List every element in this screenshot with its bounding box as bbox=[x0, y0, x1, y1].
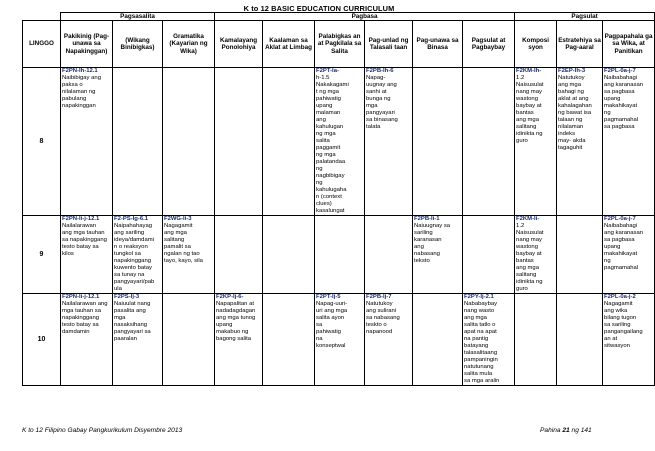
table-row bbox=[23, 294, 655, 386]
competency-text-line: ang mga bbox=[164, 230, 187, 236]
competency-text-line: Natutukoy bbox=[366, 301, 393, 307]
competency-text-line: upang bbox=[604, 96, 621, 102]
competency-text-line: sa bbox=[316, 322, 323, 328]
column-header-5: Kaalaman sa Aklat at Limbag bbox=[263, 21, 315, 68]
competency-text-line: bilang tugon bbox=[604, 315, 637, 321]
competency-text-line: wastong bbox=[516, 244, 538, 250]
competency-text-line: kasalungat bbox=[316, 208, 345, 214]
competency-text-line: bantas bbox=[516, 258, 534, 264]
competency-text-line: nang may bbox=[516, 89, 542, 95]
curriculum-table bbox=[22, 12, 655, 386]
column-header-11: Estratehiya sa Pag-aaral bbox=[557, 21, 603, 68]
competency-text-line: ng bbox=[604, 258, 611, 264]
competency-text-line: salitang bbox=[516, 272, 537, 278]
competency-cell bbox=[61, 216, 113, 294]
competency-text-line: na pantig bbox=[464, 336, 489, 342]
competency-code: F2PN-Ii-j-12.1 bbox=[62, 294, 100, 300]
competency-cell bbox=[263, 216, 315, 294]
competency-cell bbox=[557, 68, 603, 216]
competency-code: F2KM-Ii- bbox=[516, 216, 540, 222]
competency-cell bbox=[463, 294, 515, 386]
competency-code: F2KM-Ih- bbox=[516, 68, 542, 74]
competency-text-line: nang may bbox=[516, 237, 542, 243]
competency-code: F2EP-Ih-3 bbox=[558, 68, 586, 74]
competency-code: F2PL-0a-j-2 bbox=[604, 294, 636, 300]
competency-cell bbox=[515, 68, 557, 216]
competency-text-line: sanhi at bbox=[366, 89, 387, 95]
competency-code: F2PS-Ij-3 bbox=[114, 294, 140, 300]
competency-text-line: pahiwatig bbox=[316, 329, 341, 335]
competency-cell bbox=[215, 68, 263, 216]
competency-text-line: ang mga bbox=[516, 265, 539, 271]
competency-text-line: ang bbox=[316, 117, 326, 123]
competency-text-line: sa mga aralin bbox=[464, 378, 500, 384]
competency-cell bbox=[413, 216, 463, 294]
competency-cell bbox=[113, 68, 163, 216]
competency-text-line: Napapalitan at bbox=[216, 301, 255, 307]
competency-code: F2KP-Ij-6- bbox=[216, 294, 244, 300]
competency-cell bbox=[603, 294, 655, 386]
competency-text-line: ng bawat isa bbox=[558, 110, 592, 116]
competency-cell bbox=[263, 68, 315, 216]
competency-text-line: ng bbox=[604, 110, 611, 116]
column-header-9: Pagsulat at Pagbaybay bbox=[463, 21, 515, 68]
competency-text-line: baybay at bbox=[516, 251, 542, 257]
competency-text-line: konseptwal bbox=[316, 343, 346, 349]
competency-text-line: aklat at ang bbox=[558, 96, 589, 102]
competency-cell bbox=[61, 294, 113, 386]
competency-text-line: napakinggang bbox=[114, 258, 152, 264]
page-title: K to 12 BASIC EDUCATION CURRICULUM bbox=[243, 4, 395, 13]
competency-text-line: guro bbox=[516, 138, 528, 144]
competency-text-line: Naibabahagi bbox=[604, 75, 638, 81]
competency-text-line: ang sariling bbox=[114, 230, 145, 236]
competency-text-line: mga tauhan sa bbox=[62, 308, 101, 314]
competency-text-line: ang sulirani bbox=[366, 308, 397, 314]
competency-text-line: Naisusulat bbox=[516, 82, 544, 88]
table-row bbox=[23, 216, 655, 294]
competency-text-line: Naisusulat bbox=[516, 230, 544, 236]
column-header-0: LINGGO bbox=[23, 21, 61, 68]
competency-code: F2PN-Ii-j-12.1 bbox=[62, 216, 100, 222]
competency-text-line: nabasang bbox=[414, 251, 440, 257]
competency-text-line: Napag- bbox=[366, 75, 386, 81]
group-pagsasalita: Pagsasalita bbox=[61, 13, 215, 21]
competency-text-line: bantas bbox=[516, 110, 534, 116]
competency-text-line: bagong salita bbox=[216, 336, 252, 342]
competency-cell bbox=[557, 216, 603, 294]
competency-text-line: ngalan ng tao bbox=[164, 251, 200, 257]
competency-cell bbox=[263, 294, 315, 386]
competency-text-line: nagbibigay bbox=[316, 173, 345, 179]
competency-text-line: batayang bbox=[464, 343, 489, 349]
competency-text-line: talasalitaang bbox=[464, 350, 498, 356]
competency-text-line: Napag-uuri- bbox=[316, 301, 348, 307]
competency-text-line: ang karanasan bbox=[604, 82, 644, 88]
competency-text-line: Nailalarawan bbox=[62, 223, 97, 229]
competency-code: F2-PS-Ig-6.1 bbox=[114, 216, 149, 222]
competency-text-line: Naiuugnay sa bbox=[414, 223, 451, 229]
competency-text-line: wastong bbox=[516, 96, 538, 102]
competency-text-line: ng bbox=[316, 180, 323, 186]
competency-text-line: Naibibigay ang bbox=[62, 75, 101, 81]
competency-text-line: ideya/damdami bbox=[114, 237, 154, 243]
competency-text-line: sa binasang bbox=[366, 117, 398, 123]
competency-text-line: Naipahahayag bbox=[114, 223, 152, 229]
week-number: 8 bbox=[23, 68, 61, 216]
competency-text-line: baybay at bbox=[516, 103, 542, 109]
competency-cell bbox=[113, 216, 163, 294]
competency-text-line: pangyayari sa bbox=[114, 329, 151, 335]
competency-text-line: kilos bbox=[62, 251, 74, 257]
competency-cell bbox=[557, 294, 603, 386]
competency-text-line: Nagagamit bbox=[604, 301, 633, 307]
competency-text-line: kuwento batay bbox=[114, 265, 152, 271]
competency-text-line: idinikta ng bbox=[516, 279, 543, 285]
competency-text-line: talata bbox=[366, 124, 381, 130]
competency-text-line: Nailalarawan ang bbox=[62, 301, 108, 307]
table-row bbox=[23, 68, 655, 216]
competency-text-line: ang mga tunog bbox=[216, 315, 256, 321]
competency-text-line: upang bbox=[604, 244, 621, 250]
competency-text-line: 1.2 bbox=[516, 75, 525, 81]
competency-text-line: ang mga bbox=[464, 315, 487, 321]
competency-cell bbox=[163, 294, 215, 386]
competency-text-line: salita mula bbox=[464, 371, 493, 377]
competency-text-line: paaralan bbox=[114, 336, 137, 342]
column-header-2: (Wikang Binibigkas) bbox=[113, 21, 163, 68]
competency-text-line: kahulugan bbox=[316, 124, 344, 130]
competency-text-line: paggamit bbox=[316, 145, 341, 151]
competency-text-line: upang bbox=[216, 322, 233, 328]
competency-text-line: ang mga tauhan bbox=[62, 230, 105, 236]
competency-text-line: sariling bbox=[414, 230, 433, 236]
competency-text-line: uugnay ang bbox=[366, 82, 397, 88]
competency-text-line: sitwasyon bbox=[604, 343, 630, 349]
competency-code: F2PL-0a-j-7 bbox=[604, 216, 636, 222]
competency-text-line: ng mga bbox=[316, 131, 336, 137]
competency-text-line: clues) bbox=[316, 201, 332, 207]
competency-text-line: karanasan bbox=[414, 237, 442, 243]
competency-text-line: mga bbox=[366, 103, 378, 109]
competency-cell bbox=[515, 216, 557, 294]
competency-code: F2PY-Ij-2.1 bbox=[464, 294, 494, 300]
competency-text-line: ang wika bbox=[604, 308, 628, 314]
competency-text-line: sa sariling bbox=[604, 322, 631, 328]
page-current: 21 bbox=[562, 427, 570, 434]
competency-text-line: sa nabasang bbox=[366, 315, 400, 321]
competency-text-line: t ng mga bbox=[316, 89, 339, 95]
competency-cell bbox=[315, 294, 365, 386]
competency-text-line: nilalaman bbox=[558, 124, 584, 130]
competency-text-line: salitang bbox=[164, 237, 185, 243]
competency-text-line: Nababaybay bbox=[464, 301, 498, 307]
competency-text-line: pahiwatig bbox=[316, 96, 341, 102]
competency-text-line: Natutukoy bbox=[558, 75, 585, 81]
competency-text-line: mga bbox=[114, 315, 126, 321]
competency-code: F2PL-0a-j-7 bbox=[604, 68, 636, 74]
competency-cell bbox=[413, 294, 463, 386]
competency-text-line: Naiuulat nang bbox=[114, 301, 151, 307]
footer-page-number bbox=[540, 427, 592, 434]
competency-text-line: napakinggan bbox=[62, 103, 96, 109]
competency-text-line: palatandaa bbox=[316, 159, 346, 165]
competency-text-line: pabulang bbox=[62, 96, 87, 102]
competency-text-line: ula bbox=[114, 286, 122, 292]
competency-cell bbox=[463, 68, 515, 216]
competency-text-line: h-1.5 bbox=[316, 75, 330, 81]
competency-text-line: makabuo ng bbox=[216, 329, 249, 335]
competency-text-line: na bbox=[316, 336, 323, 342]
group-spacer bbox=[23, 13, 61, 21]
competency-text-line: ng bbox=[316, 166, 323, 172]
competency-code: F2PB-Ih-6 bbox=[366, 68, 394, 74]
competency-cell bbox=[163, 68, 215, 216]
competency-text-line: may- akda bbox=[558, 138, 586, 144]
competency-cell bbox=[113, 294, 163, 386]
competency-text-line: salita tatlo o bbox=[464, 322, 496, 328]
competency-text-line: natutunang bbox=[464, 364, 494, 370]
competency-text-line: indeks bbox=[558, 131, 576, 137]
competency-cell bbox=[315, 216, 365, 294]
competency-code: F2PB-Ij-7 bbox=[366, 294, 392, 300]
column-header-4: Kamalayang Ponolohiya bbox=[215, 21, 263, 68]
competency-code: F2PN-Ih-12.1 bbox=[62, 68, 98, 74]
competency-code: F2PT-Ia- bbox=[316, 68, 339, 74]
competency-cell bbox=[413, 68, 463, 216]
competency-text-line: sa napakinggang bbox=[62, 237, 107, 243]
competency-text-line: pangyayari bbox=[366, 110, 395, 116]
group-pagbasa: Pagbasa bbox=[215, 13, 515, 21]
competency-text-line: pagmamahal bbox=[604, 117, 639, 123]
page-total: 141 bbox=[580, 427, 592, 434]
column-header-6: Palabigkas an at Pagkilala sa Salita bbox=[315, 21, 365, 68]
competency-text-line: guro bbox=[516, 286, 528, 292]
competency-text-line: salitang bbox=[516, 124, 537, 130]
page-prefix: Pahina bbox=[540, 427, 563, 434]
competency-text-line: pamalit sa bbox=[164, 244, 191, 250]
column-header-1: Pakikinig (Pag-unawa sa Napakinggan) bbox=[61, 21, 113, 68]
competency-text-line: pangangailang bbox=[604, 329, 643, 335]
page-mid: ng bbox=[569, 427, 581, 434]
competency-text-line: pangyayari/pab bbox=[114, 279, 155, 285]
competency-cell bbox=[215, 216, 263, 294]
competency-text-line: damdamin bbox=[62, 329, 90, 335]
column-header-10: Komposi syon bbox=[515, 21, 557, 68]
competency-text-line: sa pagbasa bbox=[604, 237, 635, 243]
competency-cell bbox=[163, 216, 215, 294]
competency-text-line: kahalagahan bbox=[558, 103, 592, 109]
competency-cell bbox=[315, 68, 365, 216]
competency-text-line: teskto o bbox=[366, 322, 387, 328]
competency-code: F2PB-Ii-1 bbox=[414, 216, 440, 222]
competency-text-line: pasalita ang bbox=[114, 308, 146, 314]
competency-text-line: idinikta ng bbox=[516, 131, 543, 137]
group-header-row bbox=[23, 13, 655, 21]
competency-text-line: salita bbox=[316, 138, 330, 144]
competency-text-line: testo batay sa bbox=[62, 244, 99, 250]
competency-text-line: uri ang mga bbox=[316, 308, 348, 314]
competency-text-line: tagaguhit bbox=[558, 145, 583, 151]
competency-text-line: tayo, kayo, sila bbox=[164, 258, 203, 264]
competency-text-line: ang mga bbox=[558, 82, 581, 88]
competency-text-line: nang wasto bbox=[464, 308, 495, 314]
competency-text-line: teksto bbox=[414, 258, 430, 264]
competency-text-line: Nagagamit bbox=[164, 223, 193, 229]
column-header-7: Pag-unlad ng Talasali taan bbox=[365, 21, 413, 68]
competency-text-line: talaan ng bbox=[558, 117, 583, 123]
competency-text-line: nadadagdagan bbox=[216, 308, 256, 314]
competency-text-line: salita ayon bbox=[316, 315, 345, 321]
competency-cell bbox=[515, 294, 557, 386]
competency-text-line: Naibabahagi bbox=[604, 223, 638, 229]
competency-text-line: pampaningin bbox=[464, 357, 498, 363]
competency-cell bbox=[215, 294, 263, 386]
curriculum-body bbox=[23, 68, 655, 386]
column-header-3: Gramatika (Kayarian ng Wika) bbox=[163, 21, 215, 68]
competency-cell bbox=[61, 68, 113, 216]
competency-text-line: an at bbox=[604, 336, 618, 342]
competency-cell bbox=[365, 294, 413, 386]
competency-text-line: testo batay sa bbox=[62, 322, 99, 328]
competency-text-line: sa pagbasa bbox=[604, 89, 635, 95]
competency-text-line: makahikayat bbox=[604, 251, 638, 257]
competency-text-line: 1.2 bbox=[516, 223, 525, 229]
competency-text-line: tungkol sa bbox=[114, 251, 141, 257]
competency-text-line: malaman bbox=[316, 110, 341, 116]
column-header-row bbox=[23, 21, 655, 68]
column-header-12: Pagpapahala ga sa Wika, at Panitikan bbox=[603, 21, 655, 68]
competency-text-line: apat na apat bbox=[464, 329, 497, 335]
competency-text-line: bahagi ng bbox=[558, 89, 584, 95]
competency-text-line: napakinggang bbox=[62, 315, 100, 321]
competency-text-line: kahulugaha bbox=[316, 187, 347, 193]
competency-text-line: ang mga bbox=[516, 117, 539, 123]
competency-text-line: bunga ng bbox=[366, 96, 391, 102]
competency-text-line: upang bbox=[316, 103, 333, 109]
competency-code: F2PT-Ij-5 bbox=[316, 294, 341, 300]
competency-text-line: sa tunay na bbox=[114, 272, 145, 278]
week-number: 10 bbox=[23, 294, 61, 386]
competency-text-line: ng mga bbox=[316, 152, 336, 158]
competency-text-line: makahikayat bbox=[604, 103, 638, 109]
week-number: 9 bbox=[23, 216, 61, 294]
competency-text-line: nilalaman ng bbox=[62, 89, 96, 95]
column-header-8: Pag-unawa sa Binasa bbox=[413, 21, 463, 68]
competency-cell bbox=[603, 216, 655, 294]
competency-text-line: ang karanasan bbox=[604, 230, 644, 236]
competency-text-line: pagmamahal bbox=[604, 265, 639, 271]
competency-text-line: paksa o bbox=[62, 82, 83, 88]
competency-text-line: Nakakagami bbox=[316, 82, 349, 88]
competency-cell bbox=[603, 68, 655, 216]
competency-text-line: n (context bbox=[316, 194, 342, 200]
competency-code: F2WG-Ii-3 bbox=[164, 216, 192, 222]
competency-text-line: nasaksihang bbox=[114, 322, 148, 328]
competency-text-line: ang bbox=[414, 244, 424, 250]
competency-cell bbox=[365, 68, 413, 216]
competency-cell bbox=[365, 216, 413, 294]
competency-text-line: napanood bbox=[366, 329, 393, 335]
group-pagsulat: Pagsulat bbox=[515, 13, 655, 21]
competency-text-line: sa pagbasa bbox=[604, 124, 635, 130]
competency-cell bbox=[463, 216, 515, 294]
competency-text-line: n o reaksyon bbox=[114, 244, 148, 250]
footer-document-title: K to 12 Filipino Gabay Pangkurikulum Disyembre 2013 bbox=[22, 427, 183, 434]
